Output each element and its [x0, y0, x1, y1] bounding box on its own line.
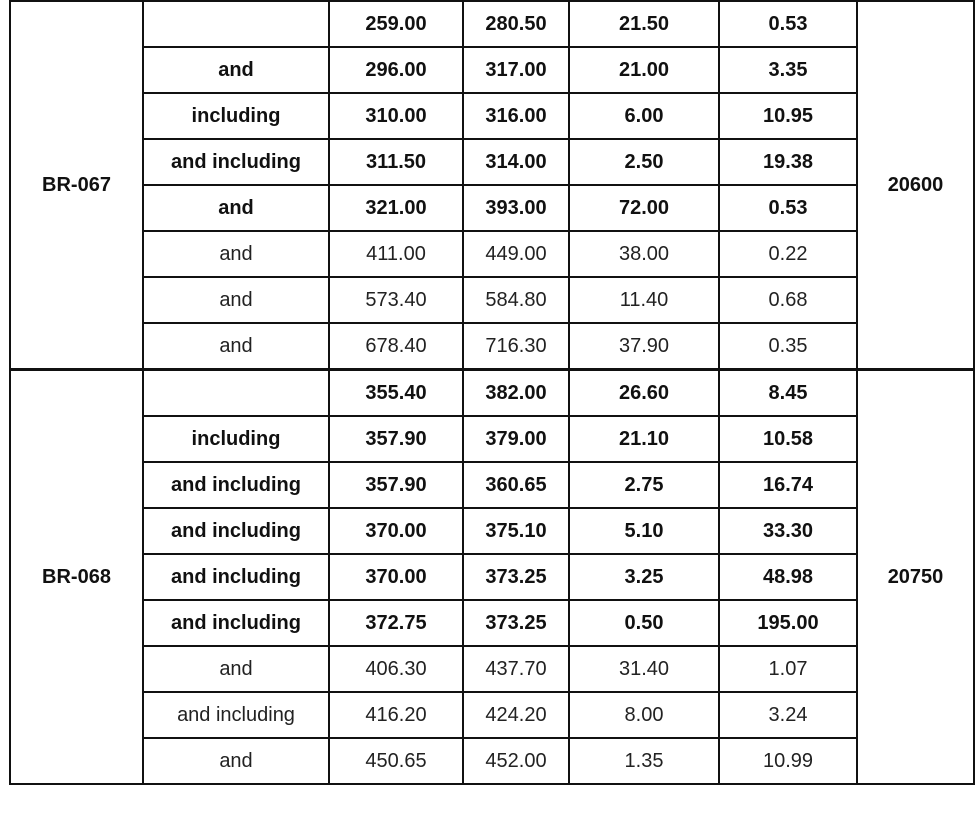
- value-cell: 8.45: [719, 370, 857, 417]
- to-cell: 584.80: [463, 277, 569, 323]
- value-cell: 0.35: [719, 323, 857, 370]
- to-cell: 373.25: [463, 554, 569, 600]
- table-row: [10, 692, 974, 738]
- from-cell: 370.00: [329, 508, 463, 554]
- length-cell: 5.10: [569, 508, 719, 554]
- length-cell: 8.00: [569, 692, 719, 738]
- hole-summary-cell: 20600: [857, 1, 974, 370]
- length-cell: 38.00: [569, 231, 719, 277]
- to-cell: 437.70: [463, 646, 569, 692]
- from-cell: 372.75: [329, 600, 463, 646]
- hole-id-cell: BR-067: [10, 1, 143, 370]
- qualifier-cell: [143, 1, 329, 47]
- to-cell: 373.25: [463, 600, 569, 646]
- qualifier-cell: and including: [143, 600, 329, 646]
- qualifier-cell: and including: [143, 554, 329, 600]
- qualifier-cell: including: [143, 93, 329, 139]
- to-cell: 449.00: [463, 231, 569, 277]
- from-cell: 573.40: [329, 277, 463, 323]
- value-cell: 16.74: [719, 462, 857, 508]
- from-cell: 357.90: [329, 416, 463, 462]
- length-cell: 21.00: [569, 47, 719, 93]
- from-cell: 311.50: [329, 139, 463, 185]
- qualifier-cell: and: [143, 277, 329, 323]
- from-cell: 370.00: [329, 554, 463, 600]
- from-cell: 411.00: [329, 231, 463, 277]
- from-cell: 416.20: [329, 692, 463, 738]
- length-cell: 1.35: [569, 738, 719, 784]
- from-cell: 678.40: [329, 323, 463, 370]
- qualifier-cell: and including: [143, 462, 329, 508]
- table-row: [10, 600, 974, 646]
- to-cell: 317.00: [463, 47, 569, 93]
- value-cell: 48.98: [719, 554, 857, 600]
- length-cell: 2.50: [569, 139, 719, 185]
- length-cell: 21.50: [569, 1, 719, 47]
- value-cell: 1.07: [719, 646, 857, 692]
- to-cell: 452.00: [463, 738, 569, 784]
- value-cell: 3.24: [719, 692, 857, 738]
- length-cell: 72.00: [569, 185, 719, 231]
- length-cell: 37.90: [569, 323, 719, 370]
- value-cell: 0.53: [719, 1, 857, 47]
- qualifier-cell: and: [143, 323, 329, 370]
- hole-id-cell: BR-068: [10, 370, 143, 785]
- table-row: [10, 47, 974, 93]
- to-cell: 360.65: [463, 462, 569, 508]
- to-cell: 379.00: [463, 416, 569, 462]
- qualifier-cell: and including: [143, 139, 329, 185]
- table-row: [10, 231, 974, 277]
- length-cell: 26.60: [569, 370, 719, 417]
- qualifier-cell: including: [143, 416, 329, 462]
- qualifier-cell: and: [143, 47, 329, 93]
- table-row: [10, 508, 974, 554]
- length-cell: 3.25: [569, 554, 719, 600]
- to-cell: 314.00: [463, 139, 569, 185]
- table-row: [10, 554, 974, 600]
- qualifier-cell: [143, 370, 329, 417]
- length-cell: 21.10: [569, 416, 719, 462]
- table-row: [10, 370, 974, 417]
- value-cell: 0.68: [719, 277, 857, 323]
- length-cell: 2.75: [569, 462, 719, 508]
- value-cell: 10.58: [719, 416, 857, 462]
- value-cell: 0.53: [719, 185, 857, 231]
- table-row: [10, 462, 974, 508]
- to-cell: 424.20: [463, 692, 569, 738]
- hole-summary-cell: 20750: [857, 370, 974, 785]
- value-cell: 10.95: [719, 93, 857, 139]
- value-cell: 10.99: [719, 738, 857, 784]
- table-row: [10, 277, 974, 323]
- to-cell: 393.00: [463, 185, 569, 231]
- from-cell: 406.30: [329, 646, 463, 692]
- qualifier-cell: and: [143, 646, 329, 692]
- qualifier-cell: and: [143, 231, 329, 277]
- to-cell: 280.50: [463, 1, 569, 47]
- results-table-container: [9, 0, 975, 785]
- value-cell: 195.00: [719, 600, 857, 646]
- from-cell: 259.00: [329, 1, 463, 47]
- table-body: [10, 1, 974, 784]
- length-cell: 31.40: [569, 646, 719, 692]
- to-cell: 382.00: [463, 370, 569, 417]
- drill-results-table: [9, 0, 975, 785]
- from-cell: 450.65: [329, 738, 463, 784]
- qualifier-cell: and: [143, 738, 329, 784]
- table-row: [10, 416, 974, 462]
- value-cell: 0.22: [719, 231, 857, 277]
- from-cell: 310.00: [329, 93, 463, 139]
- length-cell: 6.00: [569, 93, 719, 139]
- from-cell: 296.00: [329, 47, 463, 93]
- table-row: [10, 738, 974, 784]
- from-cell: 355.40: [329, 370, 463, 417]
- length-cell: 11.40: [569, 277, 719, 323]
- value-cell: 3.35: [719, 47, 857, 93]
- table-row: [10, 93, 974, 139]
- value-cell: 33.30: [719, 508, 857, 554]
- length-cell: 0.50: [569, 600, 719, 646]
- qualifier-cell: and: [143, 185, 329, 231]
- table-row: [10, 185, 974, 231]
- value-cell: 19.38: [719, 139, 857, 185]
- table-row: [10, 139, 974, 185]
- qualifier-cell: and including: [143, 692, 329, 738]
- table-row: [10, 646, 974, 692]
- to-cell: 375.10: [463, 508, 569, 554]
- to-cell: 316.00: [463, 93, 569, 139]
- from-cell: 357.90: [329, 462, 463, 508]
- table-row: [10, 323, 974, 370]
- qualifier-cell: and including: [143, 508, 329, 554]
- from-cell: 321.00: [329, 185, 463, 231]
- to-cell: 716.30: [463, 323, 569, 370]
- table-row: [10, 1, 974, 47]
